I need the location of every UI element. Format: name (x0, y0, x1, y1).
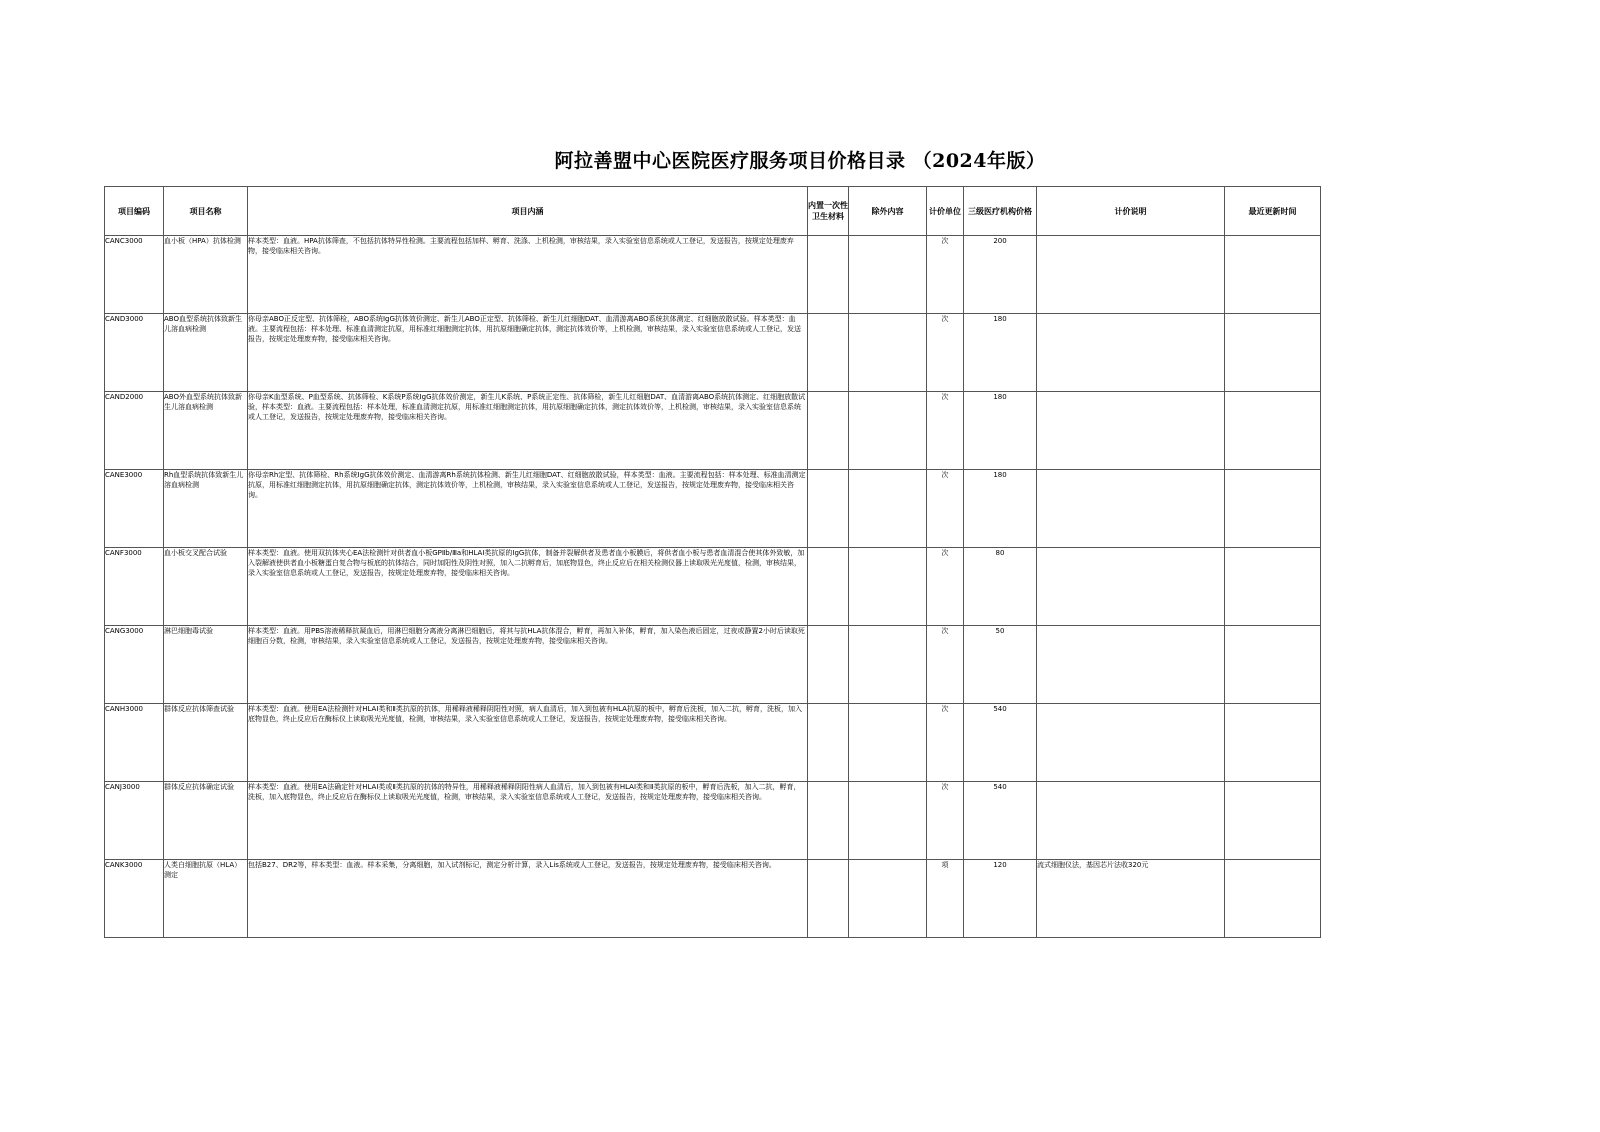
item-content: 你母亲K血型系统、P血型系统、抗体筛检、K系统P系统IgG抗体效价测定，新生儿K系统、P系统正定性、抗体筛检，新生儿红细胞DAT、血清游离ABO系统抗体测定、红细胞放散试验，样本类型：血液。主要流程包括：样本处理，标准血清测定抗原，用标准红细胞测定抗体，用抗原细胞确定抗体，测定抗体效价等，上机检测，审核结果，录入实验室信息系统或人工登记，发送报告，按规定处理废弃物，接受临床相关咨询。 (248, 392, 808, 470)
item-unit: 次 (927, 236, 964, 314)
item-code: CANE3000 (105, 470, 164, 548)
item-material (808, 548, 849, 626)
item-unit: 项 (927, 860, 964, 938)
item-content: 你母亲ABO正反定型、抗体筛检，ABO系统IgG抗体效价测定、新生儿ABO正定型、抗体筛检、新生儿红细胞DAT、血清游离ABO系统抗体测定、红细胞放散试验。样本类型：血液。主要流程包括：样本处理、标准血清测定抗原，用标准红细胞测定抗体，用抗原细胞确定抗体，测定抗体效价等，上机检测，审核结果，录入实验室信息系统或人工登记，发送报告，按规定处理废弃物，接受临床相关咨询。 (248, 314, 808, 392)
item-content: 样本类型：血液。使用EA法检测针对HLAⅠ类和Ⅱ类抗原的抗体，用稀释液稀释阴阳性对照，病人血清后，加入到包被有HLA抗原的板中，孵育后洗板，加入二抗，孵育，洗板，加入底物显色，终止反应后在酶标仪上读取吸光光度值，检测，审核结果，录入实验室信息系统或人工登记，发送报告，按规定处理废弃物，接受临床相关咨询。 (248, 704, 808, 782)
item-material (808, 626, 849, 704)
item-name: 群体反应抗体确定试验 (164, 782, 248, 860)
item-note (1037, 392, 1225, 470)
item-excluded (849, 704, 927, 782)
item-material (808, 782, 849, 860)
item-price: 200 (964, 236, 1037, 314)
item-name: 血小板交叉配合试验 (164, 548, 248, 626)
header-name: 项目名称 (164, 187, 248, 236)
item-updated (1225, 470, 1321, 548)
item-note (1037, 314, 1225, 392)
header-material: 内置一次性卫生材料 (808, 187, 849, 236)
document-title: 阿拉善盟中心医院医疗服务项目价格目录 （2024年版） (554, 150, 1046, 172)
item-excluded (849, 470, 927, 548)
item-material (808, 704, 849, 782)
header-price: 三级医疗机构价格 (964, 187, 1037, 236)
item-price: 120 (964, 860, 1037, 938)
item-content: 你母亲Rh定型、抗体筛检、Rh系统IgG抗体效价测定、血清游离Rh系统抗体检测、新生儿红细胞DAT、红细胞放散试验，样本类型：血液。主要流程包括：样本处理、标准血清测定抗原，用标准红细胞测定抗体，用抗原细胞确定抗体，测定抗体效价等，上机检测，审核结果，录入实验室信息系统或人工登记，发送报告，按规定处理废弃物，接受临床相关咨询。 (248, 470, 808, 548)
header-excluded: 除外内容 (849, 187, 927, 236)
item-unit: 次 (927, 470, 964, 548)
item-name: Rh血型系统抗体致新生儿溶血病检测 (164, 470, 248, 548)
item-excluded (849, 392, 927, 470)
item-excluded (849, 626, 927, 704)
item-content: 包括B27、DR2等，样本类型：血液。样本采集，分离细胞，加入试剂标记，测定分析计算，录入Lis系统或人工登记，发送报告，按规定处理废弃物，接受临床相关咨询。 (248, 860, 808, 938)
item-code: CANK3000 (105, 860, 164, 938)
item-name: 血小板（HPA）抗体检测 (164, 236, 248, 314)
item-code: CANH3000 (105, 704, 164, 782)
item-code: CAND3000 (105, 314, 164, 392)
item-note (1037, 704, 1225, 782)
item-content: 样本类型：血液。使用EA法确定针对HLAⅠ类或Ⅱ类抗原的抗体的特异性，用稀释液稀释阴阳性病人血清后，加入到包被有HLAⅠ类和Ⅱ类抗原的板中，孵育后洗板，加入二抗，孵育，洗板，加入底物显色，终止反应后在酶标仪上读取吸光光度值，检测，审核结果，录入实验室信息系统或人工登记，发送报告，按规定处理废弃物，接受临床相关咨询。 (248, 782, 808, 860)
item-updated (1225, 860, 1321, 938)
item-material (808, 470, 849, 548)
header-note: 计价说明 (1037, 187, 1225, 236)
item-name: 群体反应抗体筛查试验 (164, 704, 248, 782)
item-note (1037, 626, 1225, 704)
item-unit: 次 (927, 704, 964, 782)
item-price: 180 (964, 392, 1037, 470)
item-code: CANC3000 (105, 236, 164, 314)
item-excluded (849, 314, 927, 392)
item-price: 180 (964, 470, 1037, 548)
item-content: 样本类型：血液。使用双抗体夹心EA法检测针对供者血小板GPⅡb/Ⅲa和HLAⅠ类抗原的IgG抗体，制备并裂解供者及患者血小板膜后，将供者血小板与患者血清混合使其体外致敏，加入裂解液使供者血小板糖蛋白复合物与板底的抗体结合，同时加阳性及阴性对照，加入二抗孵育后，加底物显色，终止反应后在相关检测仪器上读取吸光光度值，检测，审核结果，录入实验室信息系统或人工登记，发送报告，按规定处理废弃物，接受临床相关咨询。 (248, 548, 808, 626)
table-row (105, 782, 1321, 860)
item-unit: 次 (927, 392, 964, 470)
item-updated (1225, 782, 1321, 860)
header-updated: 最近更新时间 (1225, 187, 1321, 236)
item-material (808, 860, 849, 938)
item-excluded (849, 236, 927, 314)
header-code: 项目编码 (105, 187, 164, 236)
item-code: CANG3000 (105, 626, 164, 704)
item-code: CANJ3000 (105, 782, 164, 860)
item-content: 样本类型：血液。HPA抗体筛查，不包括抗体特异性检测。主要流程包括加样、孵育、洗涤、上机检测，审核结果，录入实验室信息系统或人工登记，发送报告，按规定处理废弃物，接受临床相关咨询。 (248, 236, 808, 314)
item-code: CANF3000 (105, 548, 164, 626)
table-row (105, 314, 1321, 392)
item-material (808, 236, 849, 314)
item-note (1037, 782, 1225, 860)
item-excluded (849, 782, 927, 860)
item-updated (1225, 548, 1321, 626)
item-updated (1225, 626, 1321, 704)
table-row (105, 626, 1321, 704)
table-row (105, 548, 1321, 626)
item-material (808, 392, 849, 470)
item-name: ABO血型系统抗体致新生儿溶血病检测 (164, 314, 248, 392)
table-row (105, 236, 1321, 314)
item-updated (1225, 314, 1321, 392)
item-note (1037, 236, 1225, 314)
item-code: CAND2000 (105, 392, 164, 470)
item-excluded (849, 548, 927, 626)
header-unit: 计价单位 (927, 187, 964, 236)
item-unit: 次 (927, 314, 964, 392)
item-name: 淋巴细胞毒试验 (164, 626, 248, 704)
price-catalog-table (104, 186, 1321, 938)
table-row (105, 704, 1321, 782)
item-unit: 次 (927, 626, 964, 704)
item-price: 80 (964, 548, 1037, 626)
item-name: ABO外血型系统抗体致新生儿溶血病检测 (164, 392, 248, 470)
item-unit: 次 (927, 782, 964, 860)
item-name: 人类白细胞抗原（HLA）测定 (164, 860, 248, 938)
item-note: 流式细胞仪法，基因芯片法收320元 (1037, 860, 1225, 938)
table-row (105, 470, 1321, 548)
item-excluded (849, 860, 927, 938)
item-material (808, 314, 849, 392)
item-note (1037, 470, 1225, 548)
item-price: 540 (964, 782, 1037, 860)
item-price: 180 (964, 314, 1037, 392)
item-content: 样本类型：血液。用PBS溶液稀释抗凝血后，用淋巴细胞分离液分离淋巴细胞后，将其与抗HLA抗体混合，孵育，再加入补体，孵育，加入染色液后固定，过夜或静置2小时后读取死细胞百分数，检测，审核结果，录入实验室信息系统或人工登记，发送报告，按规定处理废弃物，接受临床相关咨询。 (248, 626, 808, 704)
item-updated (1225, 236, 1321, 314)
item-price: 540 (964, 704, 1037, 782)
item-price: 50 (964, 626, 1037, 704)
item-unit: 次 (927, 548, 964, 626)
header-content: 项目内涵 (248, 187, 808, 236)
table-row (105, 392, 1321, 470)
item-updated (1225, 704, 1321, 782)
table-header-row (105, 187, 1321, 236)
item-updated (1225, 392, 1321, 470)
item-note (1037, 548, 1225, 626)
table-row (105, 860, 1321, 938)
